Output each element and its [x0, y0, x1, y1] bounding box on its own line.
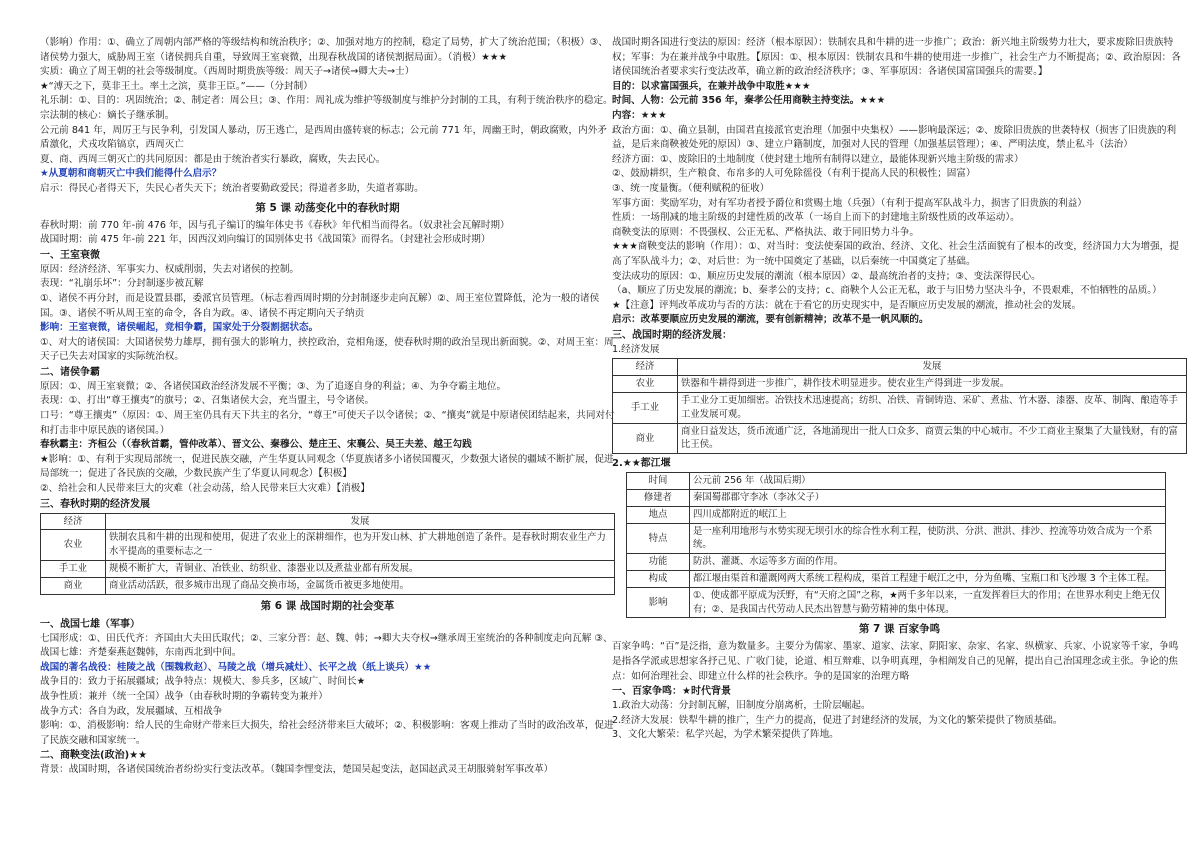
- paragraph: ②、鼓励耕织，生产粮食、布帛多的人可免除徭役（有利于提高人民的积极性；固富）: [612, 168, 976, 180]
- table-cell: 构成: [627, 571, 690, 588]
- section-heading: 一、百家争鸣：★时代背景: [612, 686, 731, 698]
- paragraph: 商鞅变法的原则：不畏强权、公正无私、严格执法、敢于同旧势力斗争。: [612, 226, 919, 238]
- section-heading: 一、战国七雄（军事）: [40, 618, 140, 630]
- paragraph: 战争方式：各自为政，发展疆域、互相战争: [40, 705, 223, 717]
- section-heading: 三、战国时期的经济发展：: [612, 329, 732, 341]
- paragraph: ★【注意】评判改革成功与否的方法：就在于看它的历史现实中，是否顺应历史发展的潮流，推动社会的发展。: [612, 299, 1082, 311]
- paragraph: ★“溥天之下，莫非王土。率土之滨，莫非王臣。”——（分封制）: [40, 80, 313, 92]
- paragraph: 口号：“尊王攘夷”（原因：①、周王室仍具有天下共主的名分，“尊王”可使天子以令诸侯；②、“攘夷”就是中原诸侯团结起来，共同对付和打击非中原民族的诸侯国。）: [40, 410, 615, 436]
- paragraph: 性质：一场削减的地主阶级的封建性质的改革（一场自上而下的封建地主阶级性质的改革运动）。: [612, 212, 1020, 224]
- table-cell: 修建者: [627, 490, 690, 507]
- section-heading: 2.★★都江堰: [612, 458, 671, 470]
- paragraph: ★★★商鞅变法的影响（作用）：①、对当时：变法使秦国的政治、经济、文化、社会生活面貌有了根本的改变，经济国力大为增强，提高了军队战斗力；②、对后世：为一统中国奠定了基础，以后秦统一中国奠定了基础。: [612, 241, 1179, 267]
- paragraph: 战国时期：前 475 年-前 221 年，因西汉刘向编订的国别体史书《战国策》而得名。（封建社会形成时期）: [40, 234, 491, 246]
- paragraph: 战国时期各国进行变法的原因：经济（根本原因）：铁制农具和牛耕的进一步推广；政治：新兴地主阶级势力壮大，要求废除旧贵族特权；军事：为在兼并战争中取胜。【原因：①、根本原因：铁制农具和牛耕的使用进一步推广，社会生产力不断提高；②、政治原因：各诸侯国统治者要求实行变法改革，确立新的政治经济秩序；③、军事原因：各诸侯国富国强兵的需要。】: [612, 37, 1181, 78]
- table-cell: ①、使成都平原成为沃野，有“天府之国”之称，★两千多年以来，一直发挥着巨大的作用；在世界水利史上绝无仅有；②、是我国古代劳动人民杰出智慧与勤劳精神的集中体现。: [690, 587, 1166, 618]
- table-cell: 规模不断扩大，青铜业、冶铁业、纺织业、漆器业以及煮盐业都有所发展。: [106, 561, 615, 578]
- paragraph: 战争性质：兼并（统一全国）战争（由春秋时期的争霸转变为兼并）: [40, 690, 328, 702]
- table-cell: 铁制农具和牛耕的出现和使用，促进了农业上的深耕细作，也为开发山林、扩大耕地创造了条件。是春秋时期农业生产力水平提高的重要标志之一: [106, 530, 615, 561]
- table-row: [627, 587, 1166, 618]
- left-column: [40, 36, 615, 840]
- paragraph: 背景：战国时期，各诸侯国统治者纷纷实行变法改革。（魏国李悝变法，楚国吴起变法，赵国赵武灵王胡服骑射军事改革）: [40, 764, 554, 776]
- subheading: 1.经济发展: [612, 343, 660, 355]
- table-row: [613, 376, 1187, 393]
- table-cell: 商业活动活跃，很多城市出现了商品交换市场，金属货币被更多地使用。: [106, 577, 615, 594]
- economy-table: [40, 513, 615, 595]
- table-row: [627, 571, 1166, 588]
- table-row: [613, 423, 1187, 454]
- lesson-title: 第 7 课 百家争鸣: [858, 623, 941, 636]
- section-heading: 一、王室衰微: [40, 249, 100, 261]
- paragraph: 经济方面：①、废除旧的土地制度（使封建土地所有制得以建立，最能体现新兴地主阶级的需求）: [612, 153, 1024, 165]
- table-header-cell: 经济: [41, 513, 106, 530]
- table-cell: 都江堰由渠首和灌溉网两大系统工程构成，渠首工程建于岷江之中，分为鱼嘴、宝瓶口和飞沙堰 3 个主体工程。: [690, 571, 1166, 588]
- table-cell: 手工业分工更加细密。冶铁技术迅速提高；纺织、冶铁、青铜铸造、采矿、煮盐、竹木器、漆器、皮革、制陶、酿造等手工业发展可观。: [678, 393, 1187, 424]
- table-cell: 商业: [41, 577, 106, 594]
- paragraph: 原因：经济经济、军事实力、权威削弱，失去对诸侯的控制。: [40, 263, 300, 275]
- dujiangyan-table: [626, 472, 1166, 618]
- table-cell: 时间: [627, 473, 690, 490]
- paragraph: 春秋霸主：齐桓公（（春秋首霸，管仲改革）、晋文公、秦穆公、楚庄王、宋襄公、吴王夫差、越王勾践: [40, 439, 472, 451]
- table-row: [613, 393, 1187, 424]
- paragraph: （a、顺应了历史发展的潮流；b、秦孝公的支持；c、商鞅个人公正无私，敢于与旧势力坚决斗争，不畏艰难，不怕牺牲的品质。）: [612, 285, 1162, 297]
- paragraph: ★影响：①、有利于实现局部统一，促进民族交融，产生华夏认同观念（华夏族诸多小诸侯国覆灭，少数强大诸侯的疆域不断扩展，促进局部统一；促进了各民族的交融，少数民族产生了华夏认同观念）【积极】: [40, 453, 614, 480]
- paragraph: ②、给社会和人民带来巨大的灾难（社会动荡，给人民带来巨大灾难）【消极】: [40, 483, 370, 495]
- lesson-title: 第 6 课 战国时期的社会变革: [260, 599, 395, 612]
- table-row: [627, 554, 1166, 571]
- table-cell: 秦国蜀郡郡守李冰（李冰父子）: [690, 490, 1166, 507]
- paragraph: 七国形成：①、田氏代齐：齐国由大夫田氏取代；②、三家分晋：赵、魏、韩；→卿大夫夺权→继承周王室统治的各种制度走向瓦解 ③、战国七雄：齐楚秦燕赵魏韩，东南西北到中间。: [40, 632, 613, 659]
- table-header-cell: 发展: [106, 513, 615, 530]
- paragraph: 影响：①、消极影响：给人民的生命财产带来巨大损失，给社会经济带来巨大破坏；②、积极影响：客观上推动了当时的政治改革，促进了民族交融和国家统一。: [40, 720, 614, 746]
- table-cell: 手工业: [613, 393, 678, 424]
- paragraph: 3、文化大繁荣：私学兴起，为学术繁荣提供了阵地。: [612, 729, 839, 741]
- paragraph: 2.经济大发展：铁犁牛耕的推广，生产力的提高，促进了封建经济的发展，为文化的繁荣提供了物质基础。: [612, 714, 1063, 726]
- paragraph: 内容：★★★: [612, 109, 667, 121]
- paragraph: 变法成功的原因：①、顺应历史发展的潮流（根本原因）②、最高统治者的支持；③、变法深得民心。: [612, 270, 1041, 282]
- paragraph: 1.政治大动荡：分封制瓦解，旧制度分崩离析，士阶层崛起。: [612, 700, 871, 712]
- paragraph: 政治方面：①、确立县制，由国君直接派官吏治理（加强中央集权）——影响最深远；②、废除旧贵族的世袭特权（损害了旧贵族的利益，是后来商鞅被处死的原因）③、建立户籍制度，加强对人民的管理（加强基层管理）；④、严明法度，禁止私斗（法治）: [612, 124, 1177, 151]
- table-cell: 地点: [627, 506, 690, 523]
- paragraph: 实质：确立了周王朝的社会等级制度。（西周时期贵族等级：周天子→诸侯→卿大夫→士）: [40, 66, 415, 78]
- paragraph: 夏、商、西周三朝灭亡的共同原因：都是由于统治者实行暴政，腐败，失去民心。: [40, 153, 386, 165]
- paragraph: ③、统一度量衡。（便利赋税的征收）: [612, 182, 770, 194]
- economy-table: [612, 358, 1187, 454]
- table-cell: 四川成都附近的岷江上: [690, 506, 1166, 523]
- paragraph: 百家争鸣：“百”是泛指，意为数量多。主要分为儒家、墨家、道家、法家、阴阳家、杂家、名家、纵横家、兵家、小说家等千家，争鸣是指各学派或思想家各抒己见、广收门徒，论道、相互辩难、以争明真理，争相阐发自己的见解，提出自己治国理念或主张。争论的焦点：如何治理社会、即建立什么样的社会秩序。争的是国家的治理方略: [612, 641, 1179, 682]
- section-heading: 三、春秋时期的经济发展: [40, 498, 150, 510]
- table-cell: 商业日益发达，货币流通广泛，各地涌现出一批人口众多、商贾云集的中心城市。不少工商业主聚集了大量钱财，有的富比王侯。: [678, 423, 1187, 454]
- table-header-cell: 经济: [613, 359, 678, 376]
- table-row: [627, 506, 1166, 523]
- table-header-cell: 发展: [678, 359, 1187, 376]
- paragraph: （影响）作用：①、确立了周朝内部严格的等级结构和统治秩序；②、加强对地方的控制，稳定了局势，扩大了统治范围；（积极）③、诸侯势力强大，威胁周王室（诸侯拥兵自重，导致周王室衰微，出现春秋战国的诸侯割据局面）。（消极）★★★: [40, 37, 608, 63]
- paragraph: 启示：改革要顺应历史发展的潮流，要有创新精神；改革不是一帆风顺的。: [612, 314, 929, 326]
- paragraph: 影响：王室衰微，诸侯崛起，竞相争霸，国家处于分裂割据状态。: [40, 322, 319, 334]
- table-cell: 手工业: [41, 561, 106, 578]
- table-cell: 特点: [627, 523, 690, 554]
- table-cell: 农业: [613, 376, 678, 393]
- table-row: [627, 473, 1166, 490]
- table-cell: 防洪、灌溉、水运等多方面的作用。: [690, 554, 1166, 571]
- table-row: [627, 523, 1166, 554]
- paragraph: 时间、人物：公元前 356 年，秦孝公任用商鞅主持变法。★★★: [612, 95, 886, 107]
- paragraph: 战争目的：致力于拓展疆域；战争特点：规模大、参兵多，区域广、时间长★: [40, 676, 366, 688]
- right-column: [612, 36, 1187, 840]
- section-heading: 二、商鞅变法(政治)★★: [40, 750, 148, 762]
- paragraph: 目的：以求富国强兵，在兼并战争中取胜★★★: [612, 80, 811, 92]
- paragraph: 春秋时期：前 770 年-前 476 年，因与孔子编订的编年体史书《春秋》年代相当而得名。（奴隶社会瓦解时期）: [40, 219, 510, 231]
- paragraph: 礼乐制：①、目的：巩固统治；②、制定者：周公旦；③、作用：周礼成为维护等级制度与维护分封制的工具，有利于统治秩序的稳定。: [40, 95, 613, 107]
- table-row: [627, 490, 1166, 507]
- paragraph: 启示：得民心者得天下，失民心者失天下；统治者要勤政爱民；得道者多助，失道者寡助。: [40, 182, 424, 194]
- paragraph: 公元前 841 年，周厉王与民争利，引发国人暴动，厉王逃亡，是西周由盛转衰的标志；公元前 771 年，周幽王时，朝政腐败，内外矛盾激化，犬戎攻陷镐京，西周灭亡: [40, 124, 607, 151]
- table-cell: 是一座利用地形与水势实现无坝引水的综合性水利工程，使防洪、分洪、泄洪、排沙、控流等功效合成为一个系统。: [690, 523, 1166, 554]
- table-row: [41, 561, 615, 578]
- paragraph: ①、诸侯不再分封，而是设置县郡，委派官员管理。（标志着西周时期的分封制逐步走向瓦解）②、周王室位置降低，沦为一般的诸侯国。③、诸侯不听从周王室的命令，各自为政。④、诸侯不再定期向天子纳贡: [40, 292, 600, 319]
- paragraph: 宗法制的核心：嫡长子继承制。: [40, 109, 175, 121]
- table-cell: 农业: [41, 530, 106, 561]
- paragraph: 表现：①、打出“尊王攘夷”的旗号；②、召集诸侯大会，充当盟主，号令诸侯。: [40, 395, 375, 407]
- table-row: [41, 530, 615, 561]
- table-cell: 商业: [613, 423, 678, 454]
- question-highlight: ★从夏朝和商朝灭亡中我们能得什么启示？: [40, 168, 222, 180]
- table-cell: 影响: [627, 587, 690, 618]
- lesson-title: 第 5 课 动荡变化中的春秋时期: [255, 201, 400, 214]
- paragraph: ①、对大的诸侯国：大国诸侯势力雄厚，拥有强大的影响力，挟控政治，竞相角逐，使春秋时期的政治呈现出新面貌。②、对周王室：周天子已失去对国家的实际统治权。: [40, 336, 614, 363]
- paragraph: 军事方面：奖励军功，对有军功者授予爵位和赏赐土地（兵强）（有利于提高军队战斗力，损害了旧贵族的利益）: [612, 197, 1087, 209]
- table-header-row: [613, 359, 1187, 376]
- paragraph: 原因：①、周王室衰微；②、各诸侯国政治经济发展不平衡；③、为了追逐自身的利益；④、为争夺霸主地位。: [40, 380, 507, 392]
- table-cell: 功能: [627, 554, 690, 571]
- paragraph: 战国的著名战役：桂陵之战（围魏救赵）、马陵之战（增兵减灶）、长平之战（纸上谈兵）★★: [40, 661, 432, 673]
- table-row: [41, 577, 615, 594]
- table-header-row: [41, 513, 615, 530]
- table-cell: 铁器和牛耕得到进一步推广，耕作技术明显进步。使农业生产得到进一步发展。: [678, 376, 1187, 393]
- table-cell: 公元前 256 年（战国后期）: [690, 473, 1166, 490]
- paragraph: 表现：“礼崩乐坏”：分封制逐步被瓦解: [40, 278, 204, 290]
- section-heading: 二、诸侯争霸: [40, 366, 100, 378]
